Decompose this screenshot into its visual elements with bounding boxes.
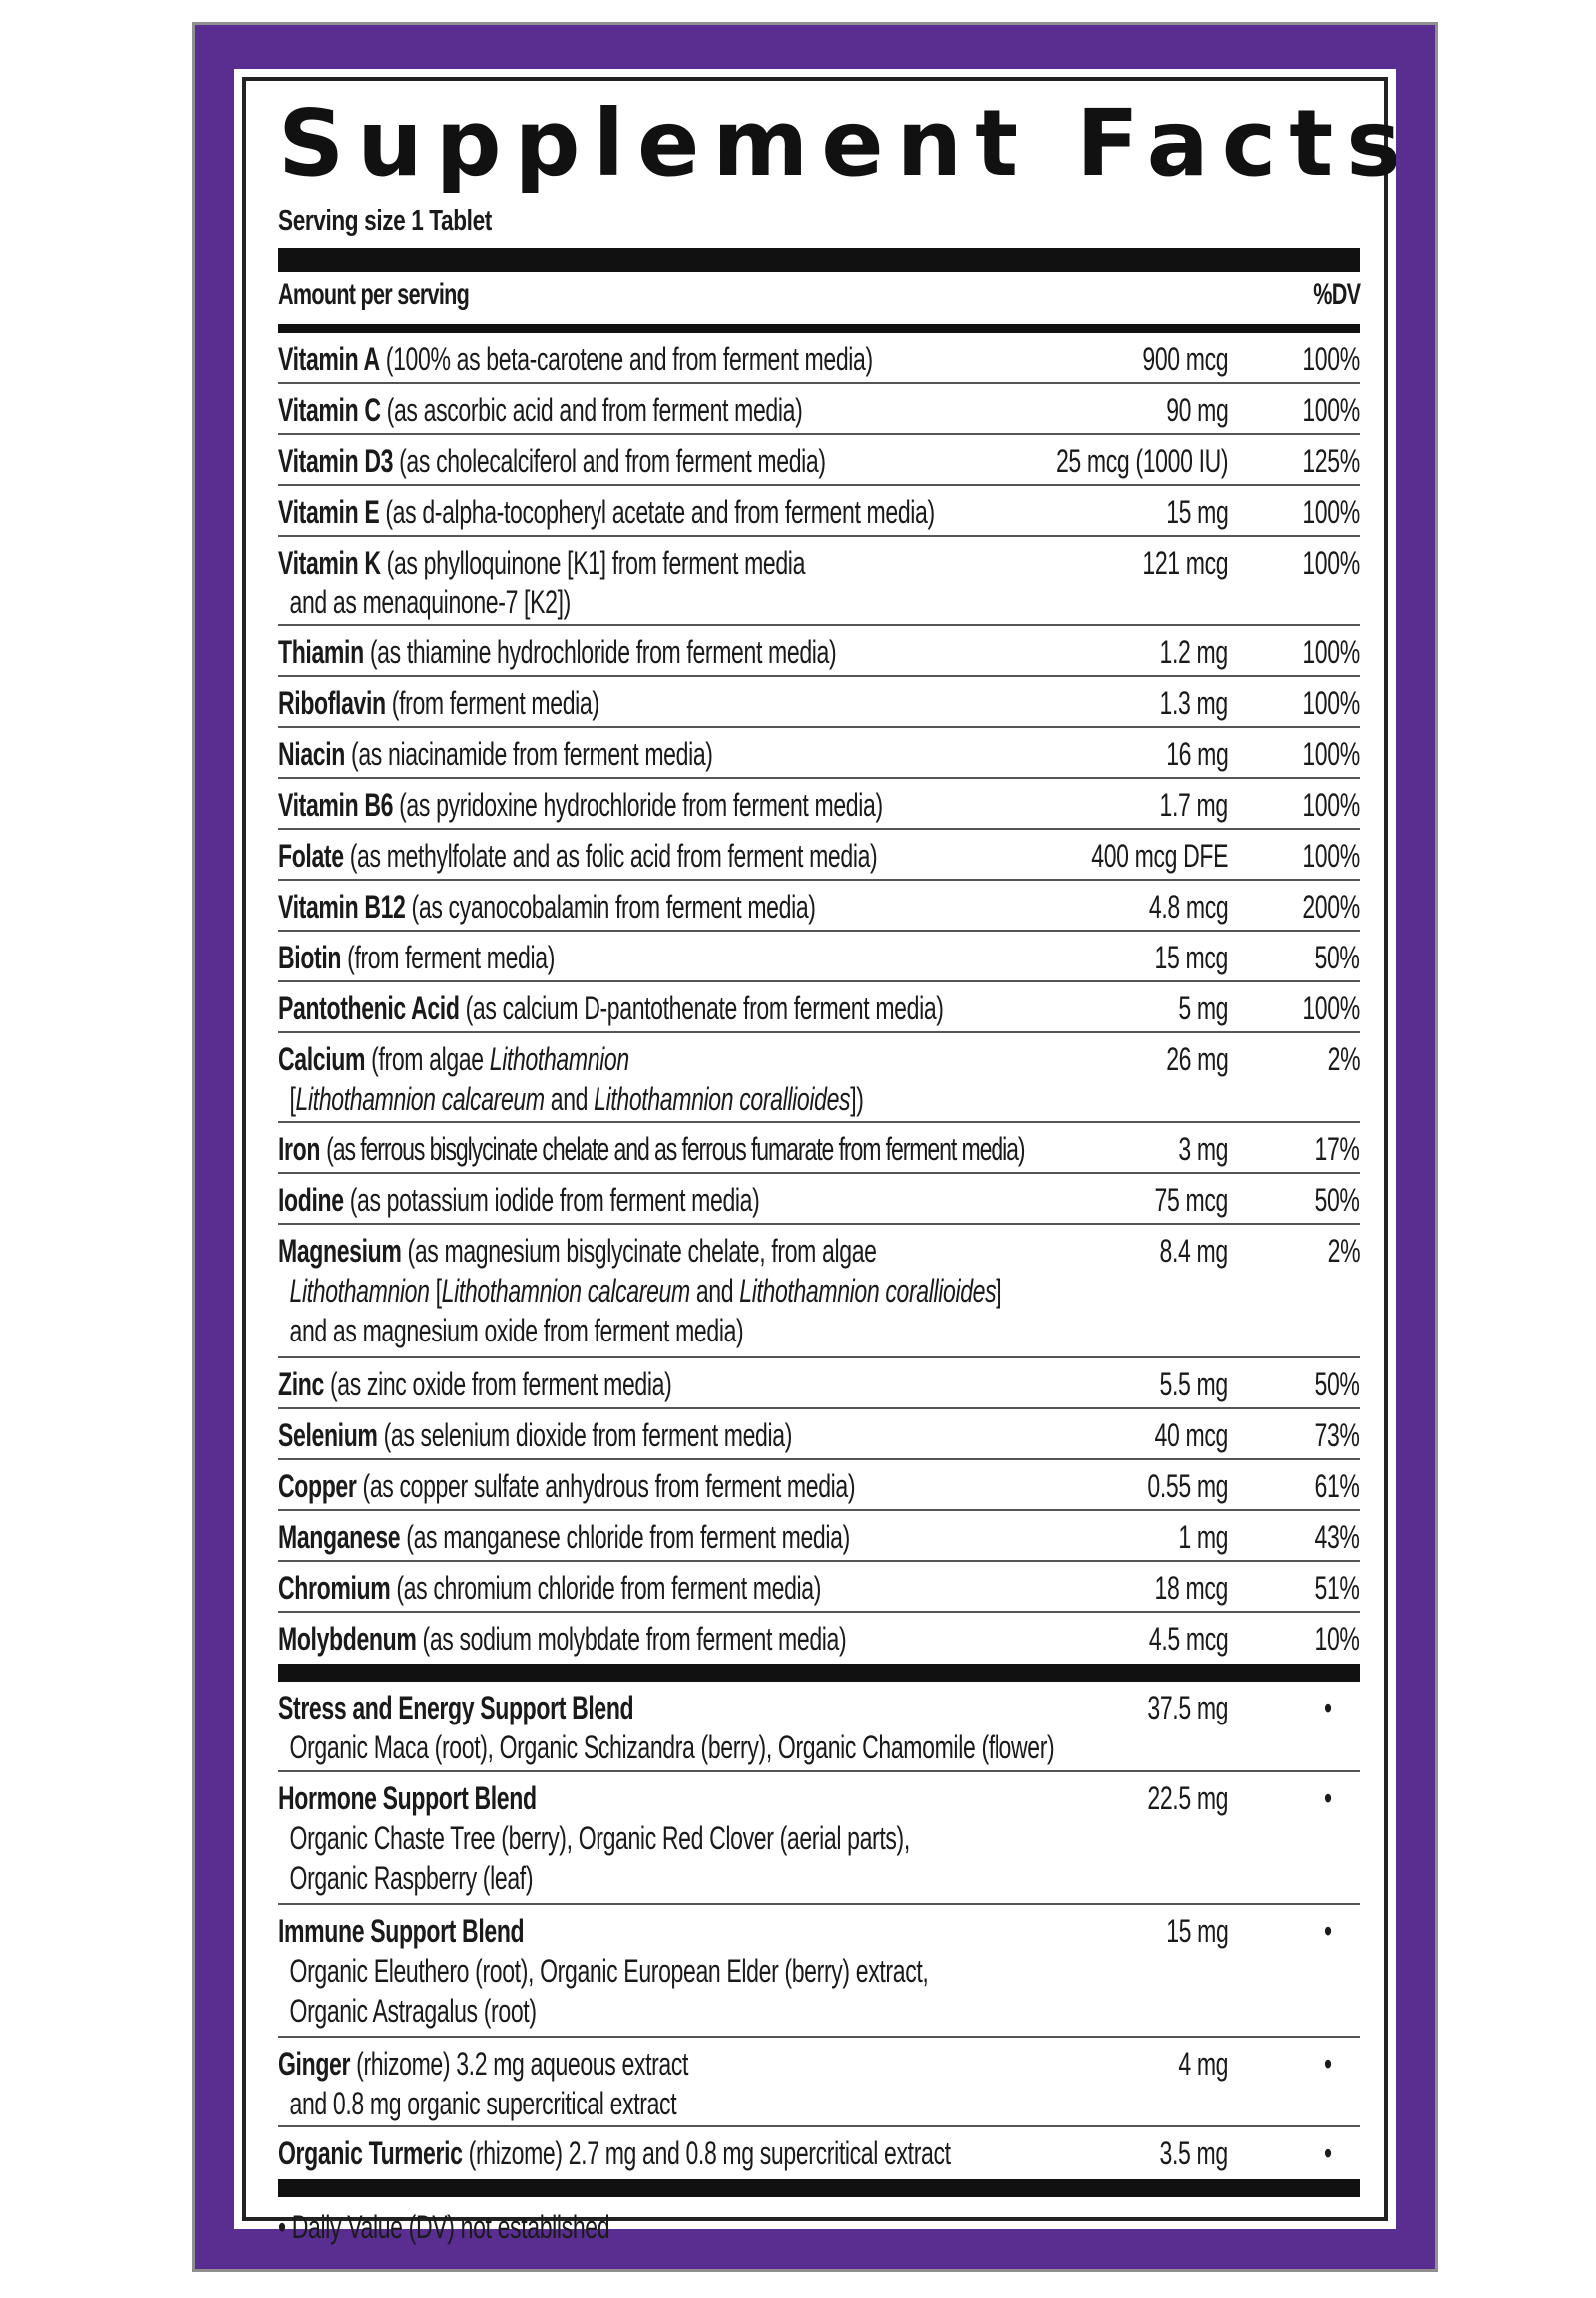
blend-row-immune-support <box>278 1905 1360 2038</box>
blend-dv: • <box>1324 1780 1332 1816</box>
nutrient-dv: 10% <box>1314 1621 1360 1657</box>
nutrient-row-vitamin-c <box>278 384 1360 435</box>
blend-ingredients: Organic Maca (root), Organic Schizandra (berry), Organic Chamomile (flower) <box>289 1729 1055 1765</box>
blend-amount: 15 mg <box>1165 1913 1228 1949</box>
nutrient-row-vitamin-e <box>278 486 1360 537</box>
nutrient-amount: 900 mcg <box>1142 341 1228 377</box>
nutrient-name: Vitamin C <box>278 392 381 428</box>
nutrient-name: Vitamin B6 <box>278 787 394 823</box>
nutrient-amount: 8.4 mg <box>1159 1233 1228 1269</box>
nutrient-desc-line2: and as menaquinone-7 [K2]) <box>289 584 571 620</box>
nutrient-name: Iodine <box>278 1182 344 1218</box>
blend-ingredients: Organic Eleuthero (root), Organic European Elder (berry) extract, <box>289 1953 929 1989</box>
nutrient-dv: 100% <box>1302 736 1360 772</box>
nutrient-desc: (as sodium molybdate from ferment media) <box>422 1621 847 1657</box>
nutrient-desc: (as niacinamide from ferment media) <box>351 736 713 772</box>
divider-blends <box>278 1664 1360 1682</box>
nutrient-row-biotin <box>278 932 1360 982</box>
nutrient-dv: 200% <box>1302 889 1360 925</box>
nutrient-desc: (as cholecalciferol and from ferment media) <box>399 443 826 479</box>
nutrient-desc: (100% as beta-carotene and from ferment media) <box>385 341 873 377</box>
blend-dv: • <box>1324 2046 1332 2082</box>
nutrient-desc: (as manganese chloride from ferment media) <box>406 1519 850 1555</box>
nutrient-name: Copper <box>278 1468 357 1504</box>
divider-medium <box>278 324 1360 333</box>
facts-content <box>278 89 1413 2247</box>
nutrient-row-manganese <box>278 1511 1360 1562</box>
amount-per-serving-label: Amount per serving <box>278 278 470 311</box>
conjunction: and <box>544 1081 595 1117</box>
blend-row-stress-energy <box>278 1682 1360 1772</box>
nutrient-dv: 43% <box>1314 1519 1360 1555</box>
nutrient-amount: 5.5 mg <box>1159 1366 1228 1402</box>
blend-desc: (rhizome) 2.7 mg and 0.8 mg supercritical extract <box>468 2135 951 2171</box>
nutrient-dv: 2% <box>1327 1041 1360 1077</box>
nutrient-name: Iron <box>278 1131 321 1167</box>
nutrient-dv: 50% <box>1314 1182 1360 1218</box>
nutrient-desc: (as calcium D-pantothenate from ferment media) <box>465 990 944 1026</box>
nutrient-dv: 51% <box>1314 1570 1360 1606</box>
blend-desc: (rhizome) 3.2 mg aqueous extract <box>356 2046 689 2082</box>
nutrient-row-magnesium <box>278 1225 1360 1358</box>
blend-row-turmeric <box>278 2127 1360 2179</box>
species-name: Lithothamnion calcareum <box>441 1273 690 1309</box>
nutrient-amount: 15 mg <box>1165 494 1228 530</box>
nutrient-dv: 125% <box>1302 443 1360 479</box>
facts-panel <box>234 69 1413 2245</box>
nutrient-name: Molybdenum <box>278 1621 417 1657</box>
nutrient-row-thiamin <box>278 626 1360 677</box>
nutrient-amount: 40 mcg <box>1154 1417 1228 1453</box>
species-name: Lithothamnion corallioides <box>739 1273 997 1309</box>
nutrient-amount: 400 mcg DFE <box>1091 838 1228 874</box>
nutrient-name: Vitamin B12 <box>278 889 406 925</box>
nutrient-desc: (as chromium chloride from ferment media) <box>396 1570 822 1606</box>
blend-name: Ginger <box>278 2046 351 2082</box>
species-name: Lithothamnion <box>289 1273 430 1309</box>
nutrient-name: Folate <box>278 838 344 874</box>
nutrient-row-molybdenum <box>278 1613 1360 1664</box>
nutrient-desc: (as cyanocobalamin from ferment media) <box>411 889 816 925</box>
blend-amount: 4 mg <box>1178 2046 1228 2082</box>
nutrient-amount: 1.7 mg <box>1159 787 1228 823</box>
blend-ingredients-line2: Organic Astragalus (root) <box>289 1993 537 2029</box>
nutrient-amount: 75 mcg <box>1154 1182 1228 1218</box>
nutrient-desc: (as methylfolate and as folic acid from ferment media) <box>349 838 878 874</box>
nutrient-desc: (from ferment media) <box>391 685 599 721</box>
nutrient-amount: 121 mcg <box>1142 545 1228 580</box>
nutrient-name: Vitamin E <box>278 494 380 530</box>
nutrient-desc-line2 <box>278 1079 925 1119</box>
nutrient-dv: 100% <box>1302 990 1360 1026</box>
nutrient-desc: (as zinc oxide from ferment media) <box>329 1366 672 1402</box>
blend-row-hormone-support <box>278 1772 1360 1905</box>
blend-amount: 3.5 mg <box>1159 2135 1228 2171</box>
nutrient-desc: (from algae <box>371 1041 490 1077</box>
species-name: Lithothamnion calcareum <box>295 1081 545 1117</box>
nutrient-name: Niacin <box>278 736 345 772</box>
nutrient-name: Calcium <box>278 1041 366 1077</box>
nutrient-desc-italic: Lithothamnion <box>489 1041 629 1077</box>
nutrient-amount: 26 mg <box>1165 1041 1228 1077</box>
blend-name: Stress and Energy Support Blend <box>278 1690 634 1725</box>
divider-thick <box>278 248 1360 272</box>
nutrient-amount: 3 mg <box>1178 1131 1228 1167</box>
nutrient-name: Vitamin K <box>278 545 381 580</box>
nutrient-desc-line2 <box>278 1271 1002 1311</box>
nutrient-name: Vitamin D3 <box>278 443 394 479</box>
nutrient-dv: 73% <box>1314 1417 1360 1453</box>
nutrient-row-vitamin-a <box>278 333 1360 384</box>
nutrient-name: Vitamin A <box>278 341 380 377</box>
nutrient-amount: 5 mg <box>1178 990 1228 1026</box>
serving-size: Serving size 1 Tablet <box>278 205 492 237</box>
nutrient-amount: 16 mg <box>1165 736 1228 772</box>
nutrient-dv: 2% <box>1327 1233 1360 1269</box>
nutrient-row-vitamin-k <box>278 537 1360 626</box>
nutrient-dv: 100% <box>1302 787 1360 823</box>
footnote: • Daily Value (DV) not established <box>278 2209 610 2245</box>
nutrient-dv: 100% <box>1302 685 1360 721</box>
nutrient-row-iron <box>278 1123 1360 1174</box>
nutrient-name: Pantothenic Acid <box>278 990 460 1026</box>
nutrient-amount: 1.2 mg <box>1159 634 1228 670</box>
nutrient-name: Biotin <box>278 940 342 975</box>
nutrient-row-calcium <box>278 1033 1360 1123</box>
nutrient-row-folate <box>278 830 1360 881</box>
column-header <box>278 272 1360 324</box>
blend-row-ginger <box>278 2038 1360 2127</box>
nutrient-row-iodine <box>278 1174 1360 1225</box>
blend-ingredients-line2: Organic Raspberry (leaf) <box>289 1860 534 1896</box>
blend-amount: 37.5 mg <box>1147 1690 1228 1725</box>
blend-dv: • <box>1324 1690 1332 1725</box>
nutrient-name: Thiamin <box>278 634 364 670</box>
nutrient-dv: 61% <box>1314 1468 1360 1504</box>
blend-name: Hormone Support Blend <box>278 1780 537 1816</box>
nutrient-desc: (as selenium dioxide from ferment media) <box>383 1417 793 1453</box>
dv-label: %DV <box>1312 278 1360 311</box>
nutrient-amount: 15 mcg <box>1154 940 1228 975</box>
bracket-open: [ <box>429 1273 442 1309</box>
bracket-close: ] <box>996 1273 1002 1309</box>
nutrient-dv: 100% <box>1302 634 1360 670</box>
nutrient-amount: 0.55 mg <box>1147 1468 1228 1504</box>
nutrient-desc: (as potassium iodide from ferment media) <box>349 1182 760 1218</box>
nutrient-dv: 50% <box>1314 940 1360 975</box>
blend-dv: • <box>1324 2135 1332 2171</box>
nutrient-desc: (from ferment media) <box>347 940 556 975</box>
nutrient-amount: 18 mcg <box>1154 1570 1228 1606</box>
blend-name: Immune Support Blend <box>278 1913 525 1949</box>
blend-name: Organic Turmeric <box>278 2135 463 2171</box>
nutrient-row-vitamin-b6 <box>278 779 1360 830</box>
nutrient-desc: (as magnesium bisglycinate chelate, from algae <box>407 1233 877 1269</box>
nutrient-row-selenium <box>278 1409 1360 1460</box>
nutrient-amount: 4.5 mcg <box>1148 1621 1228 1657</box>
nutrient-dv: 17% <box>1314 1131 1360 1167</box>
nutrient-desc: (as thiamine hydrochloride from ferment media) <box>369 634 837 670</box>
nutrient-amount: 4.8 mcg <box>1148 889 1228 925</box>
nutrient-desc-line3: and as magnesium oxide from ferment media) <box>289 1313 744 1348</box>
nutrient-row-vitamin-b12 <box>278 881 1360 932</box>
blend-desc-line2: and 0.8 mg organic supercritical extract <box>289 2086 677 2121</box>
label-frame <box>192 22 1438 2272</box>
nutrient-desc: (as phylloquinone [K1] from ferment media <box>386 545 806 580</box>
nutrient-amount: 1.3 mg <box>1159 685 1228 721</box>
blend-ingredients: Organic Chaste Tree (berry), Organic Red Clover (aerial parts), <box>289 1820 910 1856</box>
nutrient-desc: (as ferrous bisglycinate chelate and as ferrous fumarate from ferment media) <box>326 1131 1025 1167</box>
nutrient-amount: 25 mcg (1000 IU) <box>1055 443 1228 479</box>
species-name: Lithothamnion corallioides <box>594 1081 851 1117</box>
nutrient-name: Manganese <box>278 1519 401 1555</box>
nutrient-name: Magnesium <box>278 1233 402 1269</box>
nutrient-dv: 100% <box>1302 545 1360 580</box>
nutrient-desc: (as ascorbic acid and from ferment media) <box>386 392 803 428</box>
blend-amount: 22.5 mg <box>1147 1780 1228 1816</box>
nutrient-row-vitamin-d3 <box>278 435 1360 486</box>
nutrient-amount: 90 mg <box>1165 392 1228 428</box>
nutrient-row-niacin <box>278 728 1360 779</box>
nutrient-dv: 100% <box>1302 838 1360 874</box>
nutrient-dv: 50% <box>1314 1366 1360 1402</box>
nutrient-dv: 100% <box>1302 341 1360 377</box>
facts-title: Supplement Facts <box>278 90 1413 196</box>
divider-footer <box>278 2179 1360 2197</box>
blend-dv: • <box>1324 1913 1332 1949</box>
bracket-open: [ <box>289 1081 296 1117</box>
nutrient-row-copper <box>278 1460 1360 1511</box>
nutrient-name: Riboflavin <box>278 685 386 721</box>
nutrient-name: Chromium <box>278 1570 391 1606</box>
bracket-close: ]) <box>850 1081 864 1117</box>
nutrient-row-pantothenic-acid <box>278 982 1360 1033</box>
nutrient-name: Selenium <box>278 1417 378 1453</box>
nutrient-desc: (as copper sulfate anhydrous from ferment media) <box>362 1468 856 1504</box>
nutrient-dv: 100% <box>1302 392 1360 428</box>
nutrient-row-riboflavin <box>278 677 1360 728</box>
nutrient-amount: 1 mg <box>1178 1519 1228 1555</box>
nutrient-row-zinc <box>278 1358 1360 1409</box>
nutrient-desc: (as d-alpha-tocopheryl acetate and from ferment media) <box>385 494 935 530</box>
conjunction: and <box>689 1273 740 1309</box>
nutrient-desc: (as pyridoxine hydrochloride from ferment media) <box>399 787 883 823</box>
nutrient-dv: 100% <box>1302 494 1360 530</box>
nutrient-name: Zinc <box>278 1366 324 1402</box>
nutrient-row-chromium <box>278 1562 1360 1613</box>
